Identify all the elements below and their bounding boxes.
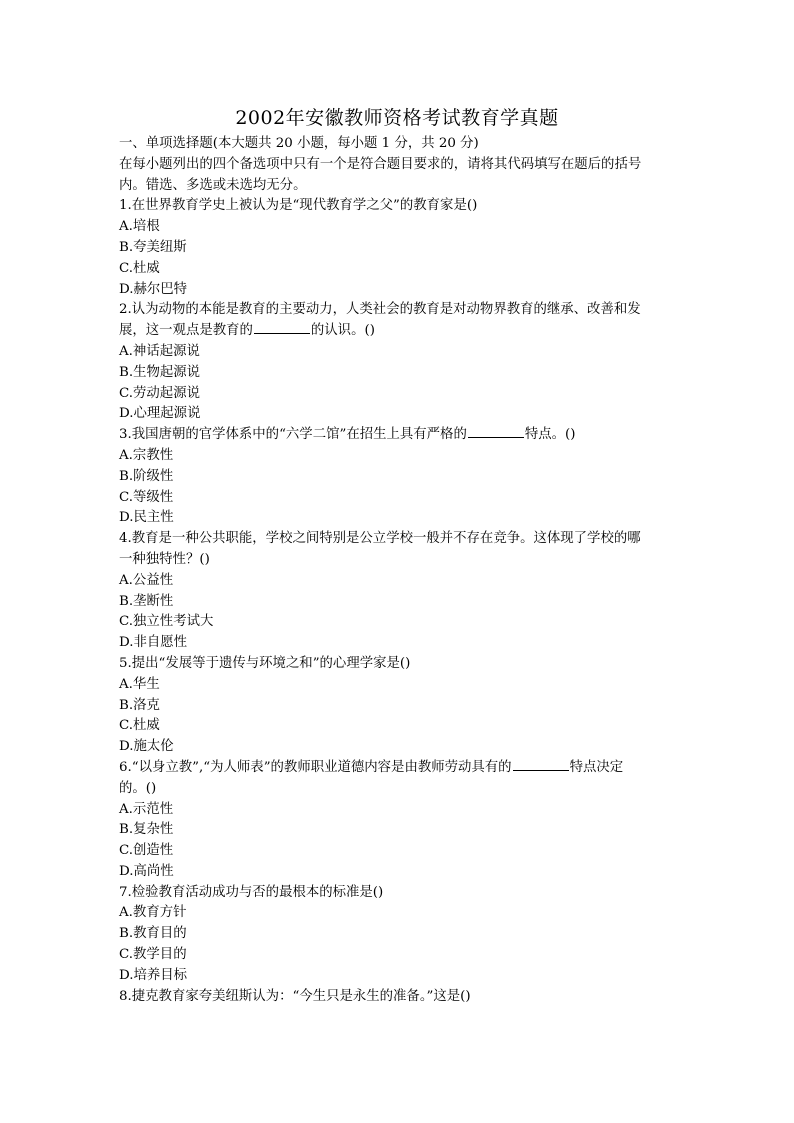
stem-text-before-blank: 6.“以身立教”,“为人师表”的教师职业道德内容是由教师劳动具有的 xyxy=(119,759,512,775)
question-stem-line-2: 的。() xyxy=(119,780,157,796)
option-b: B.垄断性 xyxy=(119,593,174,609)
question-5 xyxy=(119,654,675,758)
option-list xyxy=(119,446,675,529)
stem-text-after-blank: 特点。() xyxy=(524,427,576,443)
option-d: D.施太伦 xyxy=(119,739,174,755)
fill-in-blank xyxy=(513,758,569,771)
question-stem: 7.检验教育活动成功与否的最根本的标准是() xyxy=(119,884,384,900)
section-instruction-line-1: 在每小题列出的四个备选项中只有一个是符合题目要求的，请将其代码填写在题后的括号 xyxy=(119,156,642,172)
option-list xyxy=(119,675,675,758)
option-b: B.洛克 xyxy=(119,697,160,713)
stem-text-after-blank: 特点决定 xyxy=(569,759,624,775)
option-list xyxy=(119,342,675,425)
question-stem-line-2: 一种独特性？() xyxy=(119,551,210,567)
option-d: D.赫尔巴特 xyxy=(119,281,188,297)
question-stem: 8.捷克教育家夸美纽斯认为：“今生只是永生的准备。”这是() xyxy=(119,988,471,1004)
option-list xyxy=(119,903,675,986)
option-d: D.培养目标 xyxy=(119,967,188,983)
option-c: C.杜威 xyxy=(119,260,160,276)
option-b: B.夸美纽斯 xyxy=(119,239,187,255)
question-stem-line-1 xyxy=(119,758,675,779)
question-2 xyxy=(119,300,675,425)
option-a: A.宗教性 xyxy=(119,447,174,463)
option-list xyxy=(119,217,675,300)
option-a: A.示范性 xyxy=(119,801,174,817)
option-c: C.劳动起源说 xyxy=(119,385,200,401)
section-heading: 一、单项选择题(本大题共 20 小题，每小题 1 分，共 20 分) xyxy=(119,136,479,151)
option-b: B.阶级性 xyxy=(119,468,174,484)
option-d: D.心理起源说 xyxy=(119,406,201,422)
option-a: A.培根 xyxy=(119,219,160,235)
option-a: A.神话起源说 xyxy=(119,343,200,359)
option-b: B.生物起源说 xyxy=(119,364,201,380)
page-title: 2002年安徽教师资格考试教育学真题 xyxy=(235,107,559,129)
question-7 xyxy=(119,883,675,987)
option-c: C.教学目的 xyxy=(119,947,187,963)
option-d: D.民主性 xyxy=(119,510,174,526)
option-c: C.创造性 xyxy=(119,843,174,859)
stem-text-after-blank: 的认识。() xyxy=(310,323,375,339)
option-list xyxy=(119,800,675,883)
question-6 xyxy=(119,758,675,883)
section-instruction-line-2: 内。错选、多选或未选均无分。 xyxy=(119,177,307,193)
question-stem: 5.提出“发展等于遗传与环境之和”的心理学家是() xyxy=(119,655,411,671)
option-c: C.杜威 xyxy=(119,718,160,734)
option-a: A.华生 xyxy=(119,676,160,692)
question-3 xyxy=(119,425,675,529)
option-b: B.复杂性 xyxy=(119,822,174,838)
document-page xyxy=(119,105,675,1007)
option-d: D.非自愿性 xyxy=(119,635,188,651)
question-stem xyxy=(119,425,675,446)
question-8 xyxy=(119,987,675,1008)
option-a: A.教育方针 xyxy=(119,905,187,921)
fill-in-blank xyxy=(254,321,310,334)
question-stem-line-1: 2.认为动物的本能是教育的主要动力，人类社会的教育是对动物界教育的继承、改善和发 xyxy=(119,302,641,318)
question-stem-line-2 xyxy=(119,321,675,342)
option-list xyxy=(119,571,675,654)
option-c: C.独立性考试大 xyxy=(119,614,214,630)
option-d: D.高尚性 xyxy=(119,863,174,879)
stem-text-before-blank: 3.我国唐朝的官学体系中的“六学二馆”在招生上具有严格的 xyxy=(119,427,467,443)
question-stem: 1.在世界教育学史上被认为是“现代教育学之父”的教育家是() xyxy=(119,198,478,214)
option-a: A.公益性 xyxy=(119,572,174,588)
option-c: C.等级性 xyxy=(119,489,174,505)
option-b: B.教育目的 xyxy=(119,926,187,942)
stem-text-before-blank: 展，这一观点是教育的 xyxy=(119,323,253,339)
question-1 xyxy=(119,196,675,300)
question-stem-line-1: 4.教育是一种公共职能，学校之间特别是公立学校一般并不存在竞争。这体现了学校的哪 xyxy=(119,531,641,547)
fill-in-blank xyxy=(468,425,524,438)
question-4 xyxy=(119,529,675,654)
